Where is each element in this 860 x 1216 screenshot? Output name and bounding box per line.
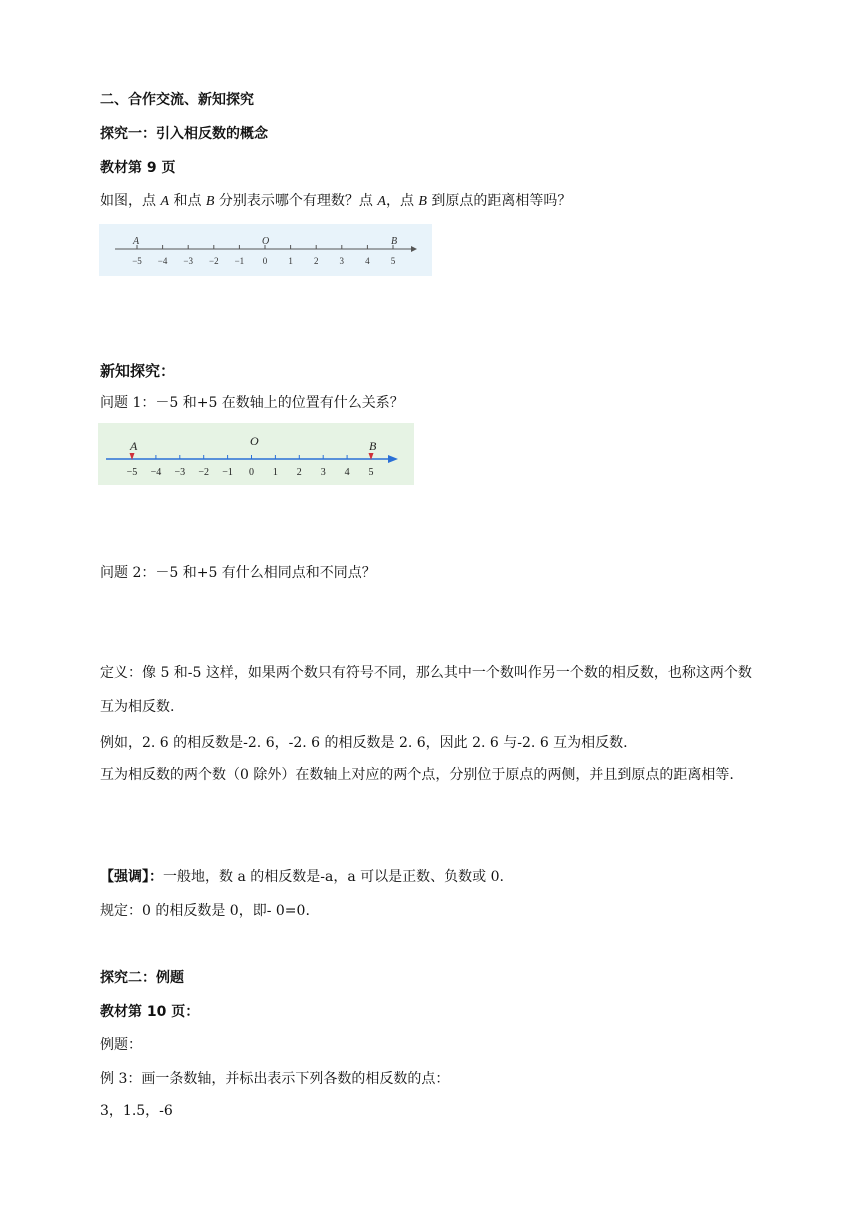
tick-label: −2 — [198, 467, 210, 478]
axis-arrow — [388, 455, 398, 463]
tick-label: −5 — [132, 256, 142, 266]
label-b: B — [369, 439, 377, 453]
tick-label: −2 — [209, 256, 219, 266]
tick-label: −3 — [183, 256, 193, 266]
number-line-svg — [98, 423, 414, 485]
text-segment: 到原点的距离相等吗？ — [426, 193, 572, 209]
text-segment: 和点 — [169, 193, 206, 209]
rule-paragraph: 规定：0 的相反数是 0，即- 0=0. — [100, 903, 310, 919]
tick-label: −3 — [174, 467, 186, 478]
tick-label: 3 — [339, 256, 345, 266]
tick-label: 2 — [296, 467, 302, 478]
section-title: 二、合作交流、新知探究 — [100, 92, 254, 108]
tick-label: 1 — [272, 467, 278, 478]
label-o: O — [262, 236, 270, 247]
tick-label: −1 — [234, 256, 245, 266]
example-paragraph: 例如，2. 6 的相反数是-2. 6，-2. 6 的相反数是 2. 6，因此 2. 6 与-2. 6 互为相反数. — [100, 735, 628, 751]
number-line-figure-2 — [98, 423, 414, 485]
var-a: A — [377, 194, 386, 209]
var-a: A — [160, 194, 170, 209]
label-a: A — [130, 439, 138, 453]
text-segment: 如图，点 — [100, 193, 161, 209]
question-intro — [100, 191, 571, 212]
tick-label: −4 — [150, 467, 162, 478]
textbook-page-ref: 教材第 9 页 — [100, 160, 176, 176]
label-a: A — [133, 236, 140, 247]
tick-label: 5 — [368, 467, 374, 478]
tick-label: 0 — [262, 256, 268, 266]
emphasis-text: 一般地，数 a 的相反数是-a，a 可以是正数、负数或 0. — [163, 869, 504, 885]
new-knowledge-title: 新知探究： — [100, 362, 176, 380]
emphasis-paragraph — [100, 867, 504, 887]
question-2: 问题 2：－5 和+5 有什么相同点和不同点？ — [100, 565, 376, 581]
explore2-title: 探究二：例题 — [100, 970, 184, 986]
property-paragraph: 互为相反数的两个数（0 除外）在数轴上对应的两个点，分别位于原点的两侧，并且到原点的距离相等. — [100, 767, 734, 783]
tick-label: 1 — [288, 256, 293, 266]
text-segment: 分别表示哪个有理数？点 — [214, 193, 378, 209]
explore1-title: 探究一：引入相反数的概念 — [100, 126, 268, 142]
tick-label: 3 — [320, 467, 326, 478]
number-line-svg — [99, 224, 432, 276]
example-label: 例题： — [100, 1037, 142, 1053]
textbook-page-ref-2: 教材第 10 页： — [100, 1004, 200, 1020]
var-b: B — [418, 194, 427, 209]
example-3: 例 3：画一条数轴，并标出表示下列各数的相反数的点： — [100, 1071, 450, 1087]
emphasis-label: 【强调】： — [100, 869, 163, 885]
tick-label: 5 — [390, 256, 396, 266]
number-line-figure-1 — [99, 224, 432, 276]
label-o: O — [250, 434, 259, 448]
axis-arrow — [411, 246, 417, 252]
question-1: 问题 1：－5 和+5 在数轴上的位置有什么关系？ — [100, 395, 404, 411]
var-b: B — [205, 194, 215, 209]
tick-label: −5 — [126, 467, 138, 478]
text-segment: ，点 — [385, 193, 419, 209]
tick-label: −1 — [222, 467, 233, 478]
example-3-numbers: 3，1.5，-6 — [100, 1103, 173, 1119]
tick-label: 4 — [344, 467, 350, 478]
definition-paragraph: 定义：像 5 和-5 这样，如果两个数只有符号不同，那么其中一个数叫作另一个数的相反数，也称这两个数互为相反数. — [100, 665, 752, 715]
tick-label: 4 — [365, 256, 370, 266]
tick-label: 2 — [313, 256, 319, 266]
tick-label: −4 — [157, 256, 168, 266]
tick-label: 0 — [249, 467, 254, 478]
label-b: B — [391, 236, 398, 247]
